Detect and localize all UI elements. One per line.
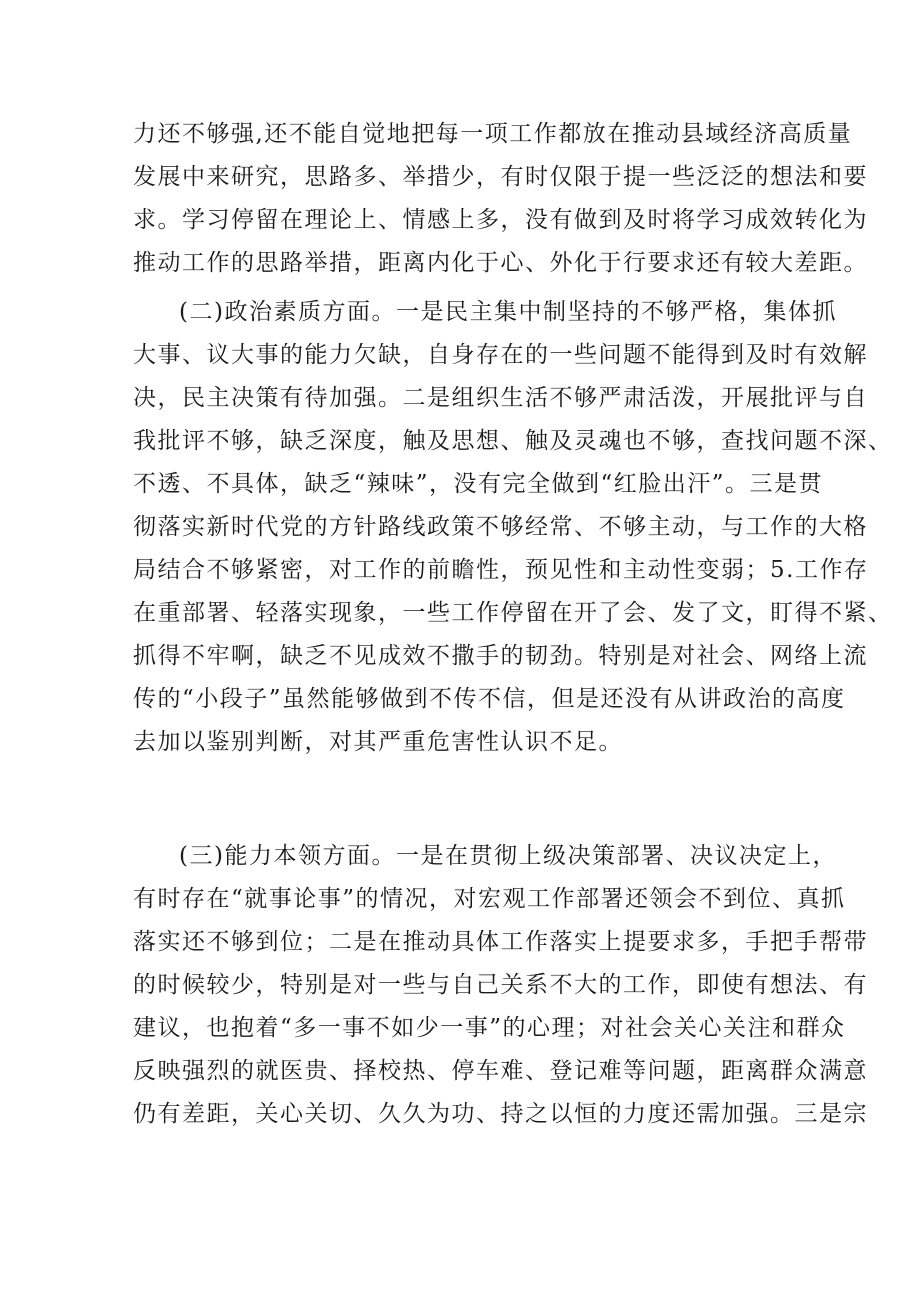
- paragraph-line: 仍有差距，关心关切、久久为功、持之以恒的力度还需加强。三是宗: [133, 1101, 868, 1127]
- paragraph-line: 发展中来研究，思路多、举措少，有时仅限于提一些泛泛的想法和要: [133, 164, 868, 190]
- paragraph-line: 局结合不够紧密，对工作的前瞻性，预见性和主动性变弱；5.工作存: [133, 557, 869, 583]
- paragraph-line: 建议，也抱着“多一事不如少一事”的心理；对社会关心关注和群众: [133, 1015, 846, 1041]
- paragraph-line: 力还不够强,还不能自觉地把每一项工作都放在推动县域经济高质量: [133, 121, 853, 147]
- paragraph-continuation: [133, 113, 868, 285]
- paragraph-first-line: (二)政治素质方面。一是民主集中制坚持的不够严格，集体抓: [179, 299, 837, 325]
- paragraph-line: 反映强烈的就医贵、择校热、停车难、登记难等问题，距离群众满意: [133, 1058, 868, 1084]
- paragraph-line: 传的“小段子”虽然能够做到不传不信，但是还没有从讲政治的高度: [133, 686, 846, 712]
- paragraph-line: 的时候较少，特别是对一些与自己关系不大的工作，即使有想法、有: [133, 972, 868, 998]
- paragraph-ability: [133, 835, 868, 1136]
- paragraph-line: 推动工作的思路举措，距离内化于心、外化于行要求还有较大差距。: [133, 250, 868, 276]
- paragraph-political-quality: [133, 291, 893, 764]
- paragraph-line: 彻落实新时代党的方针路线政策不够经常、不够主动，与工作的大格: [133, 514, 868, 540]
- paragraph-line: 求。学习停留在理论上、情感上多，没有做到及时将学习成效转化为: [133, 207, 868, 233]
- paragraph-line: 我批评不够，缺乏深度，触及思想、触及灵魂也不够，查找问题不深、: [133, 428, 893, 454]
- paragraph-line: 有时存在“就事论事”的情况，对宏观工作部署还领会不到位、真抓: [133, 886, 846, 912]
- paragraph-line: 落实还不够到位；二是在推动具体工作落实上提要求多，手把手帮带: [133, 929, 868, 955]
- paragraph-line: 不透、不具体，缺乏“辣味”，没有完全做到“红脸出汗”。三是贯: [133, 471, 824, 497]
- paragraph-first-line: (三)能力本领方面。一是在贯彻上级决策部署、决议决定上，: [179, 843, 837, 869]
- paragraph-line: 决，民主决策有待加强。二是组织生活不够严肃活泼，开展批评与自: [133, 385, 868, 411]
- paragraph-line: 在重部署、轻落实现象，一些工作停留在开了会、发了文，盯得不紧、: [133, 600, 893, 626]
- paragraph-line: 抓得不牢啊，缺乏不见成效不撒手的韧劲。特别是对社会、网络上流: [133, 643, 868, 669]
- paragraph-line: 大事、议大事的能力欠缺，自身存在的一些问题不能得到及时有效解: [133, 342, 868, 368]
- paragraph-line: 去加以鉴别判断，对其严重危害性认识不足。: [133, 729, 623, 755]
